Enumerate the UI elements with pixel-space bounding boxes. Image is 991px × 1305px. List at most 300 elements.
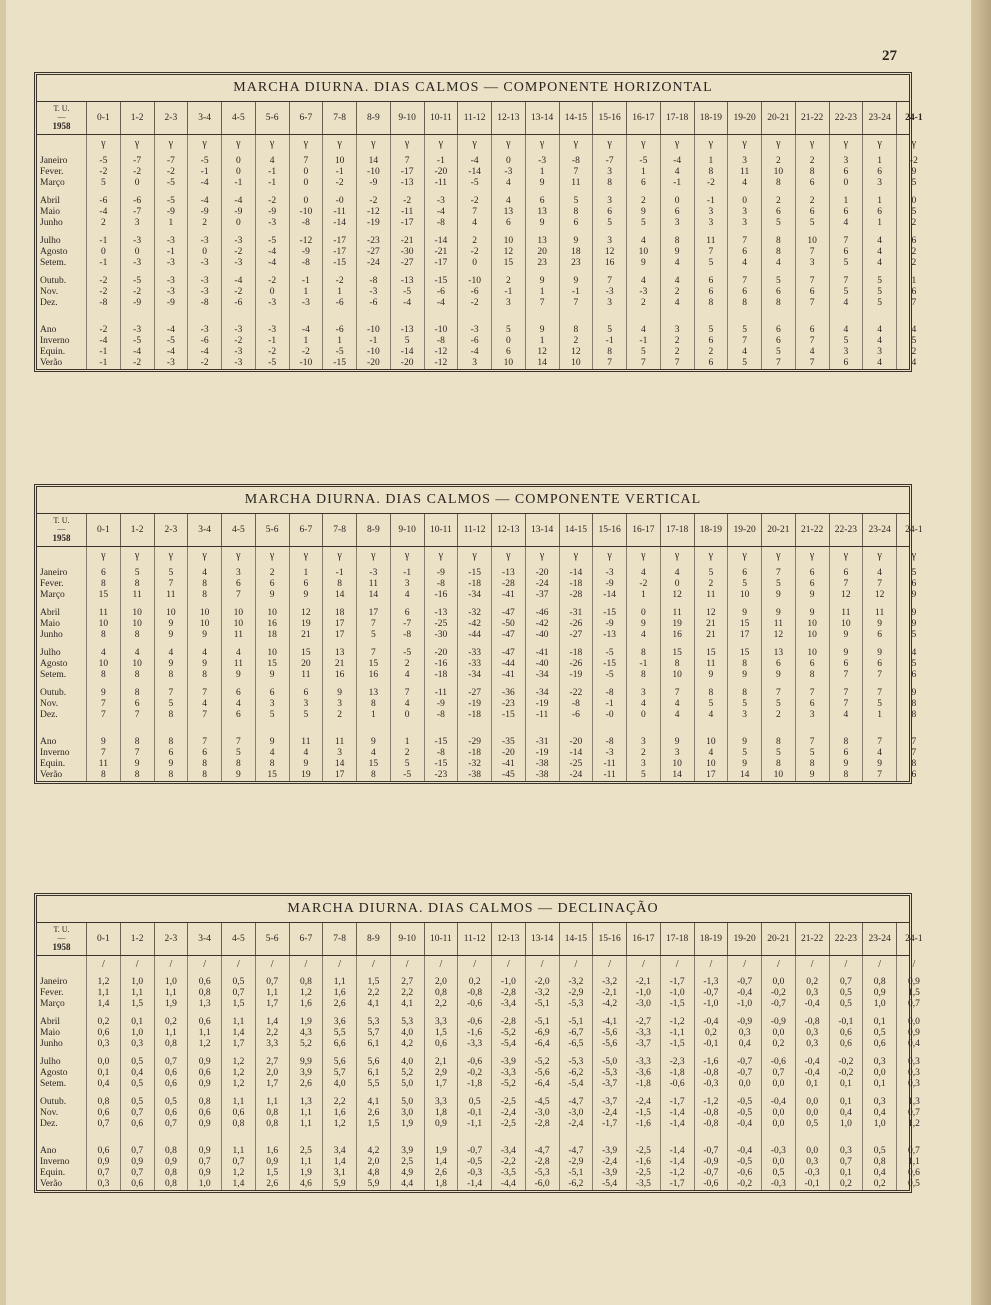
- value-cell: 1,9: [299, 1017, 312, 1027]
- value-cell: -18: [468, 748, 481, 758]
- value-cell: 8: [708, 688, 714, 698]
- value-cell: 1,4: [333, 1157, 346, 1167]
- group-gap: [121, 970, 154, 977]
- row-label: Outub.: [40, 1097, 67, 1107]
- unit-symbol: γ: [202, 550, 207, 561]
- group-gap: [222, 641, 255, 648]
- value-cell: 1,5: [131, 999, 144, 1009]
- value-cell: 8: [776, 236, 781, 246]
- group-gap: [661, 149, 694, 156]
- value-column: [661, 956, 695, 1190]
- value-cell: -3: [301, 298, 310, 308]
- column-header: 23-24: [863, 923, 897, 955]
- value-column: [357, 956, 391, 1190]
- group-gap: [458, 149, 491, 156]
- value-cell: 6: [911, 236, 917, 246]
- value-cell: -50: [502, 619, 515, 629]
- value-cell: -19: [367, 218, 380, 228]
- value-column: [87, 135, 121, 369]
- group-gap: [357, 149, 390, 156]
- value-cell: 5: [708, 699, 714, 709]
- group-gap: [526, 269, 559, 276]
- value-cell: -12: [299, 236, 313, 246]
- group-gap: [695, 189, 728, 196]
- group-gap: [425, 309, 458, 325]
- value-cell: 8: [337, 579, 342, 589]
- value-cell: 7: [674, 358, 680, 368]
- unit-symbol: γ: [742, 138, 747, 149]
- column-header: 8-9: [357, 923, 391, 955]
- group-gap: [222, 721, 255, 737]
- value-cell: 5: [911, 207, 917, 217]
- value-cell: 0,9: [131, 1157, 144, 1167]
- group-gap: [188, 149, 221, 156]
- value-cell: 9: [168, 630, 174, 640]
- value-cell: 4,2: [401, 1039, 414, 1049]
- value-cell: 10: [638, 247, 649, 257]
- value-cell: 4: [877, 258, 882, 268]
- value-cell: -19: [468, 699, 481, 709]
- value-cell: -0,4: [804, 1057, 820, 1067]
- value-cell: 14: [537, 358, 547, 368]
- value-cell: 1,7: [434, 1079, 447, 1089]
- value-cell: 2: [776, 196, 781, 206]
- value-cell: 4: [472, 218, 477, 228]
- group-gap: [695, 1010, 728, 1017]
- value-cell: -8: [99, 298, 108, 308]
- value-cell: -32: [468, 608, 481, 618]
- unit-symbol: γ: [101, 138, 106, 149]
- value-cell: -5,4: [500, 1039, 516, 1049]
- value-cell: 1,0: [131, 977, 144, 987]
- value-cell: -18: [569, 648, 583, 658]
- value-cell: 5,9: [367, 1179, 380, 1189]
- value-cell: -3: [200, 236, 209, 246]
- value-cell: 5: [776, 748, 781, 758]
- column-header: 21-22: [796, 923, 830, 955]
- column-header: 18-19: [695, 102, 729, 134]
- unit-symbol: /: [878, 959, 882, 970]
- value-cell: 0,7: [131, 1146, 144, 1156]
- value-cell: 0,6: [198, 1108, 211, 1118]
- value-cell: 11: [740, 167, 750, 177]
- value-cell: -11: [434, 688, 448, 698]
- value-cell: -4: [234, 196, 243, 206]
- value-cell: 0,8: [164, 1179, 177, 1189]
- value-cell: -14: [468, 167, 481, 177]
- row-label: Inverno: [40, 748, 70, 758]
- unit-symbol: γ: [911, 138, 917, 149]
- value-cell: -44: [502, 659, 515, 669]
- value-cell: 0: [843, 178, 849, 188]
- value-cell: 8: [134, 579, 140, 589]
- row-label: Fever.: [40, 988, 64, 998]
- value-cell: -14: [400, 347, 414, 357]
- value-cell: 3: [134, 218, 140, 228]
- value-cell: -13: [400, 178, 414, 188]
- group-gap: [560, 561, 593, 568]
- value-cell: 8: [202, 759, 207, 769]
- group-gap: [796, 641, 829, 648]
- value-cell: 4: [269, 748, 275, 758]
- value-column: [155, 956, 189, 1190]
- group-gap: [425, 1050, 458, 1057]
- value-cell: 9: [776, 670, 781, 680]
- value-cell: 8: [134, 630, 140, 640]
- value-cell: 0,6: [232, 1108, 245, 1118]
- value-cell: -8: [571, 156, 580, 166]
- value-cell: 11: [368, 579, 378, 589]
- value-cell: 0,5: [131, 1057, 144, 1067]
- value-cell: -34: [535, 688, 549, 698]
- group-gap: [593, 1130, 626, 1146]
- group-gap: [627, 229, 660, 236]
- value-cell: 17: [368, 608, 379, 618]
- value-cell: -2: [403, 196, 412, 206]
- group-gap: [526, 681, 559, 688]
- value-cell: -18: [468, 710, 481, 720]
- value-cell: 1,1: [232, 1097, 245, 1107]
- value-cell: 12: [301, 608, 311, 618]
- value-cell: 6: [404, 608, 410, 618]
- value-cell: 3,4: [333, 1146, 346, 1156]
- group-gap: [492, 229, 525, 236]
- value-cell: -6,4: [534, 1079, 550, 1089]
- value-cell: 14: [334, 759, 345, 769]
- value-cell: 0: [269, 287, 275, 297]
- group-gap: [188, 189, 221, 196]
- value-cell: 2: [641, 298, 646, 308]
- value-cell: 1,8: [434, 1108, 447, 1118]
- value-cell: -0,6: [703, 1179, 719, 1189]
- value-cell: 5: [911, 659, 917, 669]
- value-cell: -6,0: [534, 1179, 550, 1189]
- value-cell: 0: [134, 247, 140, 257]
- value-cell: -13: [400, 325, 414, 335]
- group-gap: [323, 229, 356, 236]
- value-cell: 1: [877, 710, 882, 720]
- group-gap: [762, 1090, 795, 1097]
- value-cell: 8: [607, 347, 612, 357]
- value-cell: -1,0: [703, 999, 719, 1009]
- value-cell: -11: [434, 178, 448, 188]
- value-cell: 2,6: [367, 1108, 380, 1118]
- value-cell: -40: [535, 659, 549, 669]
- group-gap: [695, 970, 728, 977]
- value-cell: 6: [843, 568, 849, 578]
- table-title: MARCHA DIURNA. DIAS CALMOS — DECLINAÇÃO: [37, 896, 909, 923]
- unit-symbol: γ: [438, 138, 444, 149]
- value-cell: 0: [101, 247, 106, 257]
- group-gap: [762, 189, 795, 196]
- value-cell: 4: [843, 325, 849, 335]
- value-cell: 14: [368, 156, 379, 166]
- value-cell: 0,2: [468, 977, 481, 987]
- value-cell: 4: [911, 358, 917, 368]
- row-label: Inverno: [40, 1157, 70, 1167]
- value-cell: 4: [404, 590, 410, 600]
- value-cell: 5: [911, 336, 917, 346]
- value-cell: 6: [843, 167, 849, 177]
- tu-header: [37, 102, 87, 134]
- value-cell: 3: [742, 218, 747, 228]
- value-cell: 10: [233, 608, 244, 618]
- value-cell: -3: [268, 298, 277, 308]
- value-cell: -2,4: [602, 1157, 618, 1167]
- value-cell: 3,9: [299, 1068, 312, 1078]
- row-label: Nov.: [40, 699, 59, 709]
- value-cell: 6: [877, 630, 882, 640]
- value-cell: -2: [268, 276, 277, 286]
- value-cell: -5: [166, 336, 175, 346]
- value-cell: 8: [776, 759, 781, 769]
- value-cell: -30: [434, 630, 448, 640]
- value-cell: 10: [706, 759, 716, 769]
- value-cell: 5: [573, 196, 579, 206]
- group-gap: [695, 601, 728, 608]
- group-gap: [323, 641, 356, 648]
- value-cell: 2: [202, 218, 207, 228]
- group-gap: [627, 1010, 660, 1017]
- data-table: [34, 72, 923, 372]
- value-cell: -2: [335, 276, 344, 286]
- value-cell: 4: [674, 298, 680, 308]
- value-cell: -5,2: [500, 1028, 516, 1038]
- group-gap: [87, 269, 120, 276]
- value-cell: 1: [303, 287, 309, 297]
- value-cell: -0,6: [467, 1017, 483, 1027]
- value-cell: 0,3: [839, 1146, 852, 1156]
- value-cell: 4: [236, 648, 241, 658]
- group-gap: [593, 149, 626, 156]
- group-gap: [222, 229, 255, 236]
- group-gap: [357, 721, 390, 737]
- value-cell: -24: [569, 770, 583, 780]
- group-gap: [627, 1050, 660, 1057]
- value-cell: -2: [200, 358, 209, 368]
- value-cell: 7: [742, 336, 747, 346]
- value-cell: -1: [639, 659, 648, 669]
- value-cell: 0,0: [772, 1157, 785, 1167]
- value-cell: 8: [843, 770, 849, 780]
- row-label: Março: [40, 178, 65, 188]
- value-cell: 10: [807, 648, 817, 658]
- value-cell: 8: [134, 770, 140, 780]
- group-gap: [695, 1090, 728, 1097]
- group-gap: [661, 309, 694, 325]
- value-cell: 9: [877, 619, 882, 629]
- value-cell: -3: [369, 568, 378, 578]
- group-gap: [391, 269, 424, 276]
- value-cell: 0,1: [97, 1068, 110, 1078]
- value-cell: 1,7: [266, 1079, 279, 1089]
- value-cell: 21: [334, 659, 345, 669]
- value-cell: 0: [674, 196, 680, 206]
- value-cell: 4: [641, 276, 646, 286]
- unit-symbol: γ: [168, 550, 174, 561]
- group-gap: [357, 1090, 390, 1097]
- value-cell: 6: [809, 659, 815, 669]
- value-column: [391, 135, 425, 369]
- tu-label: T. U.: [53, 103, 70, 113]
- value-cell: -0,6: [467, 999, 483, 1009]
- row-label: Abril: [40, 608, 61, 618]
- value-cell: 1,6: [266, 1146, 279, 1156]
- value-cell: 6: [776, 287, 781, 297]
- group-gap: [323, 561, 356, 568]
- value-column: [222, 956, 256, 1190]
- value-cell: 6: [506, 347, 511, 357]
- value-cell: 0,7: [97, 1168, 110, 1178]
- group-gap: [290, 970, 323, 977]
- group-gap: [830, 1130, 863, 1146]
- group-gap: [425, 721, 458, 737]
- value-cell: 21: [706, 619, 716, 629]
- value-cell: 0: [236, 218, 241, 228]
- group-gap: [458, 721, 491, 737]
- value-cell: -5: [268, 236, 277, 246]
- value-column: [661, 135, 695, 369]
- value-cell: 9: [877, 648, 882, 658]
- value-cell: 3: [843, 156, 849, 166]
- value-cell: -5,3: [568, 999, 584, 1009]
- unit-symbol: γ: [404, 138, 410, 149]
- value-cell: -6,9: [534, 1028, 550, 1038]
- value-cell: -3: [470, 325, 479, 335]
- value-column: [526, 135, 560, 369]
- value-cell: 1,1: [333, 977, 346, 987]
- value-cell: 0,0: [806, 1108, 819, 1118]
- group-gap: [391, 229, 424, 236]
- value-cell: -3,3: [467, 1039, 483, 1049]
- column-header: 10-11: [425, 514, 459, 546]
- value-cell: 1,4: [97, 999, 110, 1009]
- value-cell: 2,9: [434, 1068, 447, 1078]
- value-cell: -21: [434, 247, 448, 257]
- value-cell: 2: [506, 276, 511, 286]
- value-column: [728, 956, 762, 1190]
- group-gap: [155, 189, 188, 196]
- group-gap: [357, 641, 390, 648]
- unit-symbol: /: [439, 959, 443, 970]
- value-cell: 8: [236, 759, 241, 769]
- column-header: 22-23: [830, 102, 864, 134]
- value-cell: 9: [776, 608, 781, 618]
- value-cell: 3: [809, 710, 815, 720]
- group-gap: [695, 269, 728, 276]
- value-cell: -5: [133, 336, 142, 346]
- value-cell: -13: [502, 568, 515, 578]
- group-gap: [256, 149, 289, 156]
- value-column: [290, 135, 324, 369]
- column-header: 2-3: [155, 102, 189, 134]
- value-cell: 6: [236, 688, 241, 698]
- value-cell: 4: [843, 218, 849, 228]
- value-cell: -5,1: [568, 1017, 584, 1027]
- value-cell: -1: [99, 236, 108, 246]
- value-cell: -5: [403, 770, 412, 780]
- value-cell: -1,2: [703, 1097, 719, 1107]
- value-cell: 10: [132, 659, 142, 669]
- value-cell: -5: [470, 178, 479, 188]
- table-header: [37, 923, 923, 956]
- value-column: [121, 547, 155, 781]
- group-gap: [661, 229, 694, 236]
- value-cell: 5,5: [333, 1028, 346, 1038]
- value-cell: 13: [773, 648, 784, 658]
- value-cell: 2: [472, 236, 477, 246]
- group-gap: [155, 721, 188, 737]
- value-cell: 9: [303, 590, 309, 600]
- group-gap: [290, 149, 323, 156]
- row-labels: [37, 956, 87, 1190]
- value-cell: 0,8: [299, 977, 312, 987]
- group-gap: [40, 269, 86, 276]
- value-cell: -0,7: [703, 1168, 719, 1178]
- group-gap: [425, 1090, 458, 1097]
- value-cell: -5: [605, 648, 614, 658]
- row-label: Setem.: [40, 258, 67, 268]
- value-cell: -10: [299, 358, 313, 368]
- value-cell: 0,0: [772, 1119, 785, 1129]
- value-cell: -9: [234, 207, 243, 217]
- value-cell: 0,9: [434, 1119, 447, 1129]
- value-cell: 8: [674, 659, 680, 669]
- value-cell: 10: [672, 670, 682, 680]
- column-header: 16-17: [627, 923, 661, 955]
- value-cell: 4,9: [401, 1168, 414, 1178]
- value-cell: 0: [641, 608, 646, 618]
- value-cell: -1,7: [602, 1119, 618, 1129]
- value-cell: 8: [168, 770, 174, 780]
- value-cell: 4,3: [299, 1028, 312, 1038]
- value-cell: 0,6: [198, 1068, 211, 1078]
- value-cell: 8: [101, 579, 106, 589]
- value-cell: 2,6: [434, 1168, 447, 1178]
- group-gap: [458, 970, 491, 977]
- value-column: [188, 135, 222, 369]
- value-cell: 2,5: [299, 1146, 312, 1156]
- value-cell: 5: [168, 568, 174, 578]
- group-gap: [458, 1130, 491, 1146]
- value-cell: 0: [506, 156, 511, 166]
- value-cell: 0,5: [232, 977, 245, 987]
- value-cell: 4: [877, 236, 882, 246]
- value-cell: -3: [639, 287, 648, 297]
- value-cell: 7: [911, 748, 917, 758]
- column-header: 13-14: [526, 514, 560, 546]
- group-gap: [87, 309, 120, 325]
- group-gap: [40, 1010, 86, 1017]
- value-column: [357, 547, 391, 781]
- value-cell: 3: [641, 688, 646, 698]
- group-gap: [863, 561, 896, 568]
- value-cell: 7: [809, 358, 815, 368]
- value-cell: -19: [535, 699, 549, 709]
- group-gap: [87, 721, 120, 737]
- unit-symbol: γ: [438, 550, 444, 561]
- group-gap: [762, 309, 795, 325]
- group-gap: [121, 641, 154, 648]
- value-cell: 10: [199, 619, 210, 629]
- value-cell: 0,0: [772, 1079, 785, 1089]
- group-gap: [222, 1090, 255, 1097]
- value-cell: 0,6: [198, 1017, 211, 1027]
- group-gap: [222, 681, 255, 688]
- value-cell: 8: [202, 670, 207, 680]
- unit-symbol: γ: [134, 138, 140, 149]
- value-column: [762, 547, 796, 781]
